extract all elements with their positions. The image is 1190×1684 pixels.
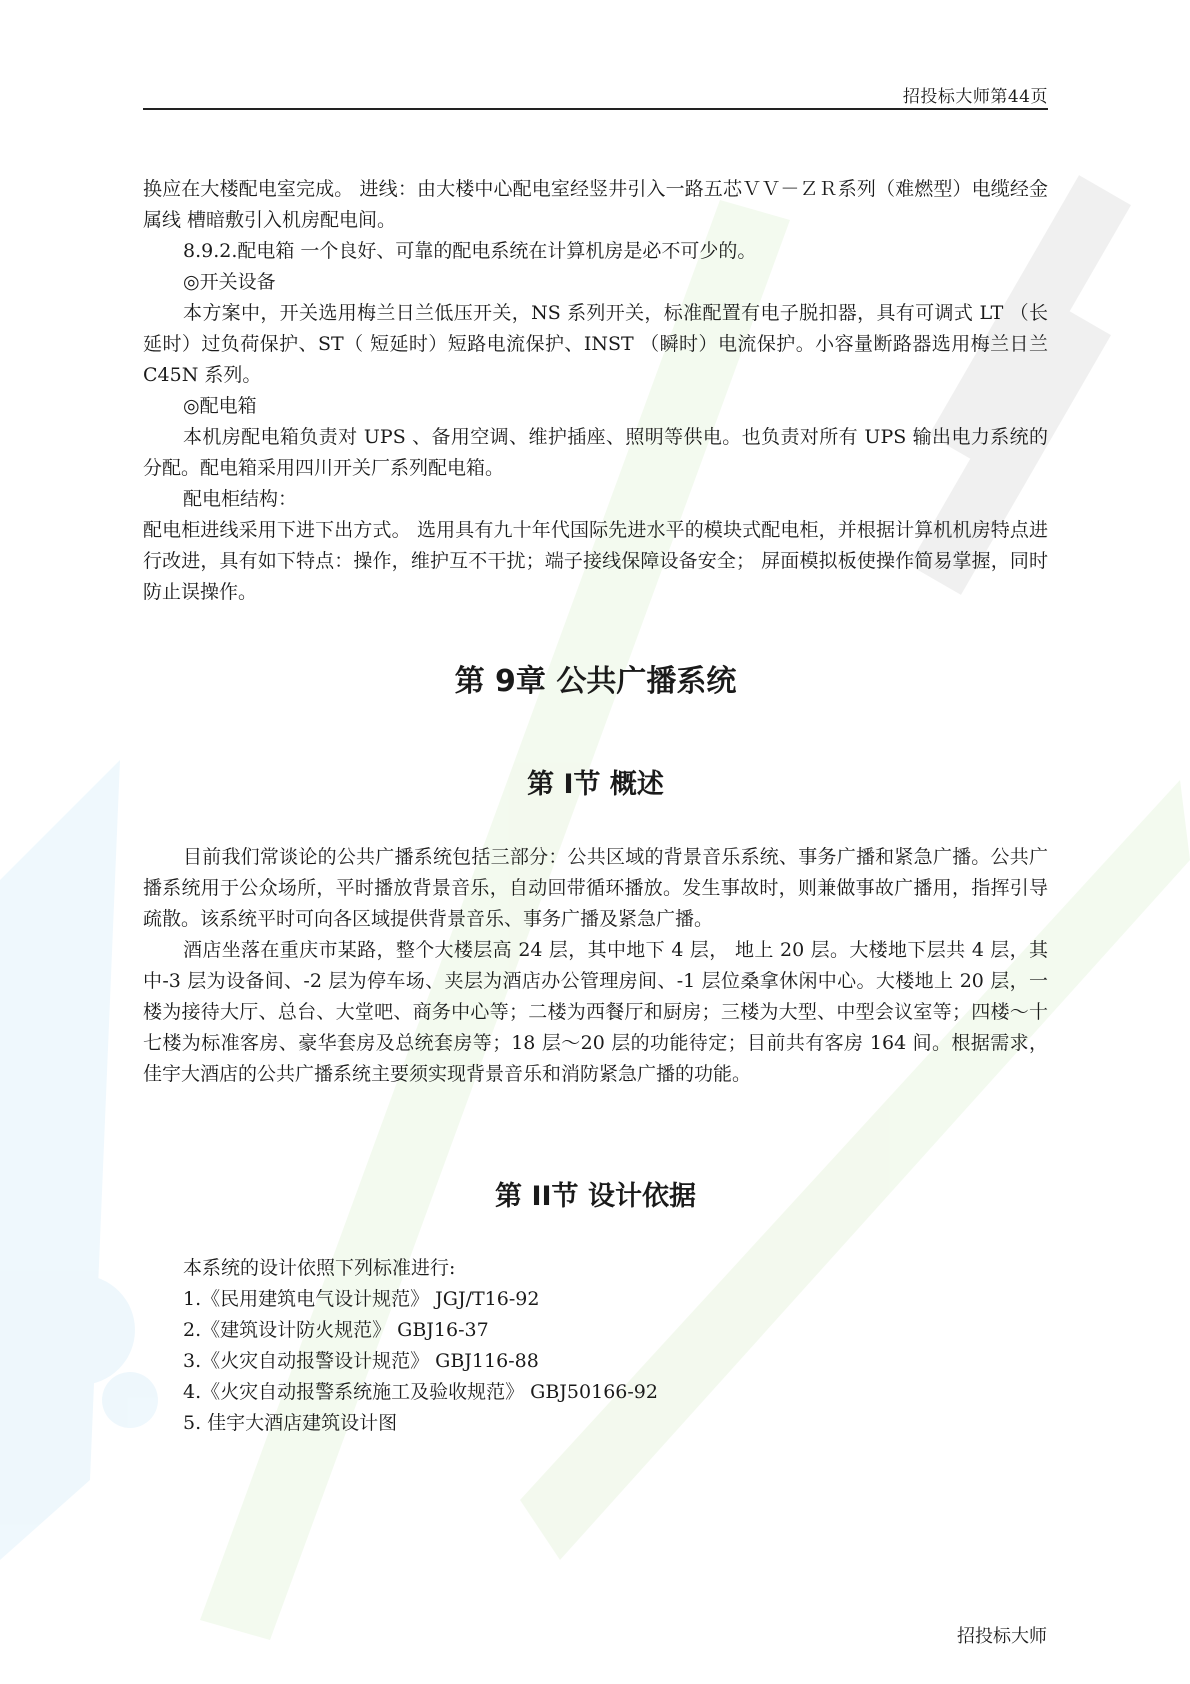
- section-1-title: 第 I节 概述: [527, 769, 664, 800]
- list-item: 3.《火灾自动报警设计规范》 GBJ116-88: [183, 1350, 539, 1372]
- section-1-body: [143, 842, 1048, 1090]
- section-2-title: 第 II节 设计依据: [495, 1181, 696, 1212]
- subheading: ◎配电箱: [183, 395, 257, 417]
- paragraph: 本方案中，开关选用梅兰日兰低压开关，NS 系列开关，标准配置有电子脱扣器，具有可调式 LT （长延时）过负荷保护、ST（ 短延时）短路电流保护、INST （瞬时）电流保护。小容量断路器选用梅兰日兰 C45N 系列。: [143, 302, 1048, 386]
- list-item: 4.《火灾自动报警系统施工及验收规范》 GBJ50166-92: [183, 1381, 658, 1403]
- list-item: 2.《建筑设计防火规范》 GBJ16-37: [183, 1319, 489, 1341]
- page-footer: 招投标大师: [957, 1626, 1047, 1647]
- section-2-body: [143, 1253, 1048, 1439]
- subheading: ◎开关设备: [183, 271, 276, 293]
- page-header: [143, 82, 1048, 110]
- header-text: 招投标大师第44页: [902, 87, 1048, 107]
- paragraph: 换应在大楼配电室完成。 进线：由大楼中心配电室经竖井引入一路五芯ＶＶ－ＺＲ系列（难燃型）电缆经金属线 槽暗敷引入机房配电间。: [143, 178, 1048, 231]
- list-item: 5. 佳宇大酒店建筑设计图: [183, 1412, 398, 1434]
- paragraph: 本系统的设计依照下列标准进行:: [183, 1257, 456, 1279]
- intro-body: [143, 174, 1048, 608]
- standards-list: [143, 1284, 1048, 1439]
- paragraph: 目前我们常谈论的公共广播系统包括三部分：公共区域的背景音乐系统、事务广播和紧急广播。公共广播系统用于公众场所，平时播放背景音乐，自动回带循环播放。发生事故时，则兼做事故广播用，指挥引导疏散。该系统平时可向各区域提供背景音乐、事务广播及紧急广播。: [143, 846, 1048, 930]
- paragraph: 酒店坐落在重庆市某路，整个大楼层高 24 层，其中地下 4 层， 地上 20 层。大楼地下层共 4 层，其中-3 层为设备间、-2 层为停车场、夹层为酒店办公管理房间、-1 层位桑拿休闲中心。大楼地上 20 层，一楼为接待大厅、总台、大堂吧、商务中心等；二楼为西餐厅和厨房；三楼为大型、中型会议室等；四楼～十七楼为标准客房、豪华套房及总统套房等；18 层～20 层的功能待定；目前共有客房 164 间。根据需求，佳宇大酒店的公共广播系统主要须实现背景音乐和消防紧急广播的功能。: [143, 939, 1048, 1085]
- paragraph: 8.9.2.配电箱 一个良好、可靠的配电系统在计算机房是必不可少的。: [183, 240, 757, 262]
- subheading: 配电柜结构：: [183, 488, 298, 510]
- paragraph: 配电柜进线采用下进下出方式。 选用具有九十年代国际先进水平的模块式配电柜，并根据计算机机房特点进行改进，具有如下特点：操作，维护互不干扰；端子接线保障设备安全； 屏面模拟板使操作简易掌握，同时防止误操作。: [143, 519, 1048, 603]
- chapter-title: 第 9章 公共广播系统: [454, 664, 737, 699]
- paragraph: 本机房配电箱负责对 UPS 、备用空调、维护插座、照明等供电。也负责对所有 UPS 输出电力系统的分配。配电箱采用四川开关厂系列配电箱。: [143, 426, 1048, 479]
- list-item: 1.《民用建筑电气设计规范》 JGJ/T16-92: [183, 1288, 540, 1310]
